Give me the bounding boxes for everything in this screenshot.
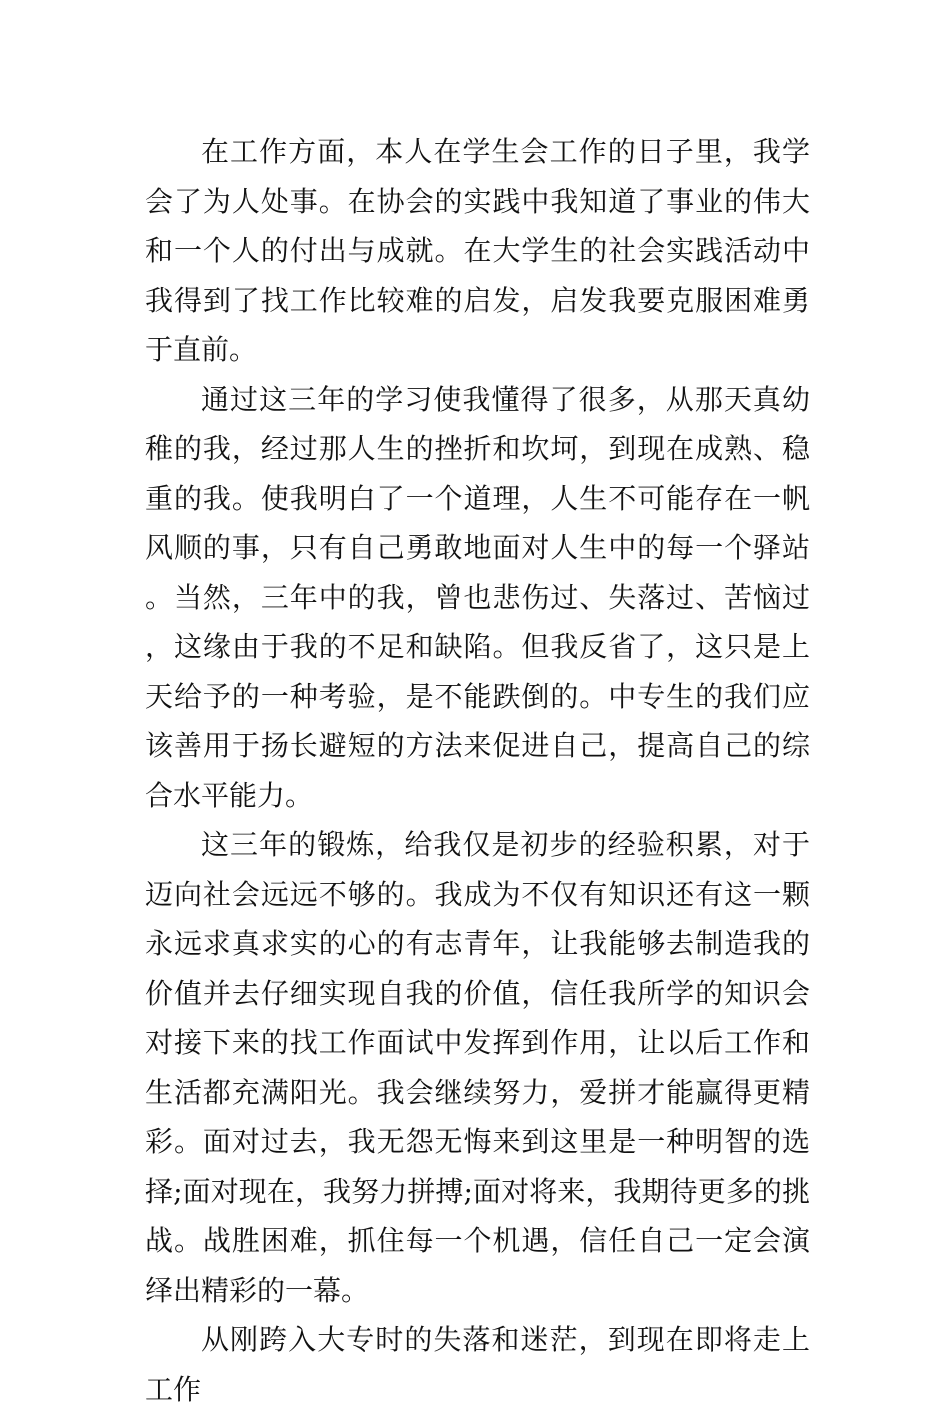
paragraph-three-years-study: 通过这三年的学习使我懂得了很多，从那天真幼稚的我，经过那人生的挫折和坎坷，到现在成熟、稳重的我。使我明白了一个道理，人生不可能存在一帆风顺的事，只有自己勇敢地面对人生中的每一个驿站。当然，三年中的我，曾也悲伤过、失落过、苦恼过，这缘由于我的不足和缺陷。但我反省了，这只是上天给予的一种考验，是不能跌倒的。中专生的我们应该善用于扬长避短的方法来促进自己，提高自己的综合水平能力。	[145, 382, 810, 812]
paragraph-from-college: 从刚跨入大专时的失落和迷茫，到现在即将走上工作	[145, 1323, 810, 1406]
paragraph-training: 这三年的锻炼，给我仅是初步的经验积累，对于迈向社会远远不够的。我成为不仅有知识还有这一颗永远求真求实的心的有志青年，让我能够去制造我的价值并去仔细实现自我的价值，信任我所学的知识会对接下来的找工作面试中发挥到作用，让以后工作和生活都充满阳光。我会继续努力，爱拼才能赢得更精彩。面对过去，我无怨无悔来到这里是一种明智的选择;面对现在，我努力拼搏;面对将来，我期待更多的挑战。战胜困难，抓住每一个机遇，信任自己一定会演绎出精彩的一幕。	[145, 828, 810, 1307]
paragraph-work: 在工作方面，本人在学生会工作的日子里，我学会了为人处事。在协会的实践中我知道了事业的伟大和一个人的付出与成就。在大学生的社会实践活动中我得到了找工作比较难的启发，启发我要克服困难勇于直前。	[145, 135, 810, 366]
document-body	[145, 127, 810, 1414]
